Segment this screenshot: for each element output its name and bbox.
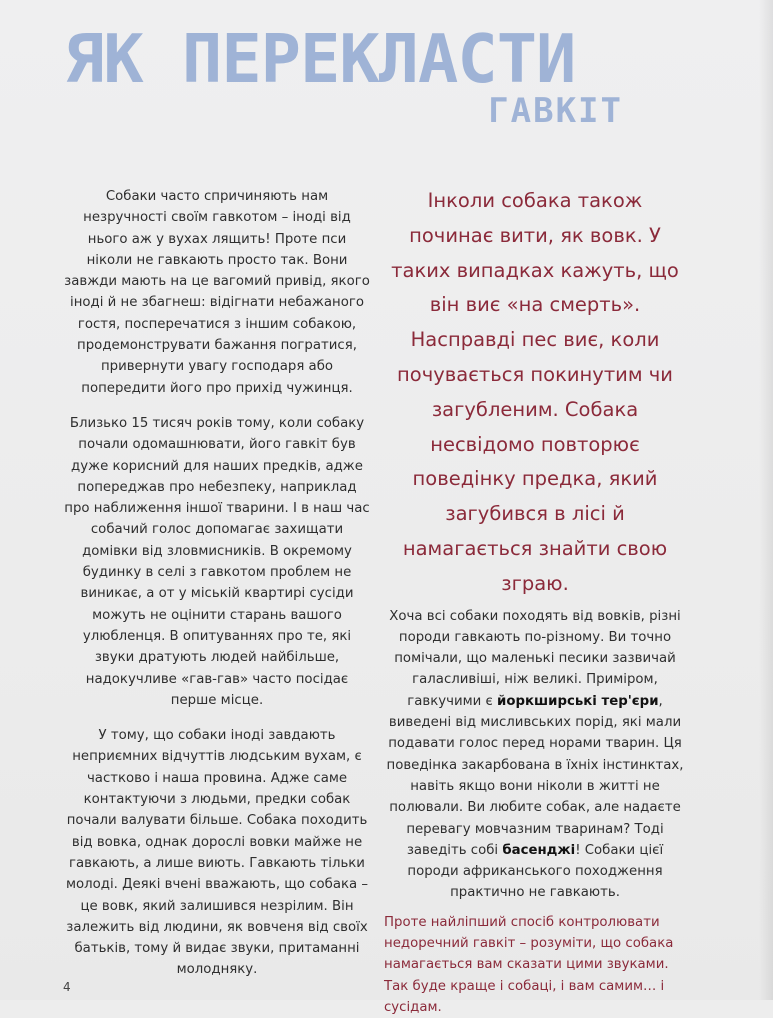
closing-paragraph: Проте найліпший спосіб контролювати недоречний гавкіт – розуміти, що собака намагається вам сказати цими звуками. Так буде краще і собаці, і вам самим… і сусідам. bbox=[384, 914, 674, 1015]
left-column bbox=[64, 186, 370, 995]
page-number: 4 bbox=[63, 980, 71, 994]
left-paragraph-3: У тому, що собаки іноді завдають неприємних відчуттів людським вухам, є частково і наша провина. Адже саме контактуючи з людьми, предки собак почали валувати більше. Собака походить від вовка, однак дорослі вовки майже не гавкають, а лише виють. Гавкають тільки молоді. Деякі вчені вважають, що собака – це вовк, який залишився незрілим. Він залежить від людини, як вовченя від своїх батьків, тому й видає звуки, притаманні молодняку. bbox=[65, 728, 369, 978]
right-body-paragraph bbox=[384, 606, 686, 904]
right-intro-paragraph: Інколи собака також починає вити, як вовк. У таких випадках кажуть, що він виє «на смерть». Насправді пес виє, коли почувається покинутим чи загубленим. Собака несвідомо повторює поведінку предка, який загубився в лісі й намагається знайти свою зграю. bbox=[391, 189, 679, 595]
right-body-text-1: Хоча всі собаки походять від вовків, різні породи гавкають по-різному. Ви точно помічали, що маленькі песики зазвичай галасливіші, ніж великі. Приміром, гавкучими є bbox=[389, 608, 681, 709]
page-title-line-1: ЯК ПЕРЕКЛАСТИ bbox=[64, 20, 576, 98]
page-edge-shadow bbox=[759, 0, 773, 1000]
right-body-text-2: , виведені від мисливських порід, які мали подавати голос перед норами тварин. Ця поведінка закарбована в їхніх інстинктах, навіть якщо вони ніколи в житті не полювали. Ви любите собак, але надаєте перевагу мовчазним тваринам? Тоді заведіть собі bbox=[386, 693, 684, 858]
right-body-text-3: ! Собаки цієї породи африканського походження практично не гавкають. bbox=[407, 842, 664, 901]
left-paragraph-1: Собаки часто спричиняють нам незручності своїм гавкотом – іноді від нього аж у вухах лящить! Проте пси ніколи не гавкають просто так. Вони завжди мають на це вагомий привід, якого іноді й не збагнеш: відігнати небажаного гостя, посперечатися з іншим собакою, продемонструвати бажання погратися, привернути увагу господаря або попередити його про прихід чужинця. bbox=[64, 189, 370, 396]
breed-yorkshire-terrier: йоркширські тер'єри bbox=[497, 693, 659, 709]
page-title-line-2: ГАВКІТ bbox=[488, 91, 623, 131]
breed-basenji: басенджі bbox=[502, 842, 576, 858]
right-column bbox=[384, 184, 686, 1018]
left-paragraph-2: Близько 15 тисяч років тому, коли собаку почали одомашнювати, його гавкіт був дуже корисний для наших предків, адже попереджав про небезпеку, наприклад про наближення іншої тварини. І в наш час собачий голос допомагає захищати домівки від зловмисників. В окремому будинку в селі з гавкотом проблем не виникає, а от у міській квартирі сусіди можуть не оцінити старань вашого улюбленця. В опитуваннях про те, які звуки дратують людей найбільше, надокучливе «гав-гав» часто посідає перше місце. bbox=[64, 415, 370, 708]
